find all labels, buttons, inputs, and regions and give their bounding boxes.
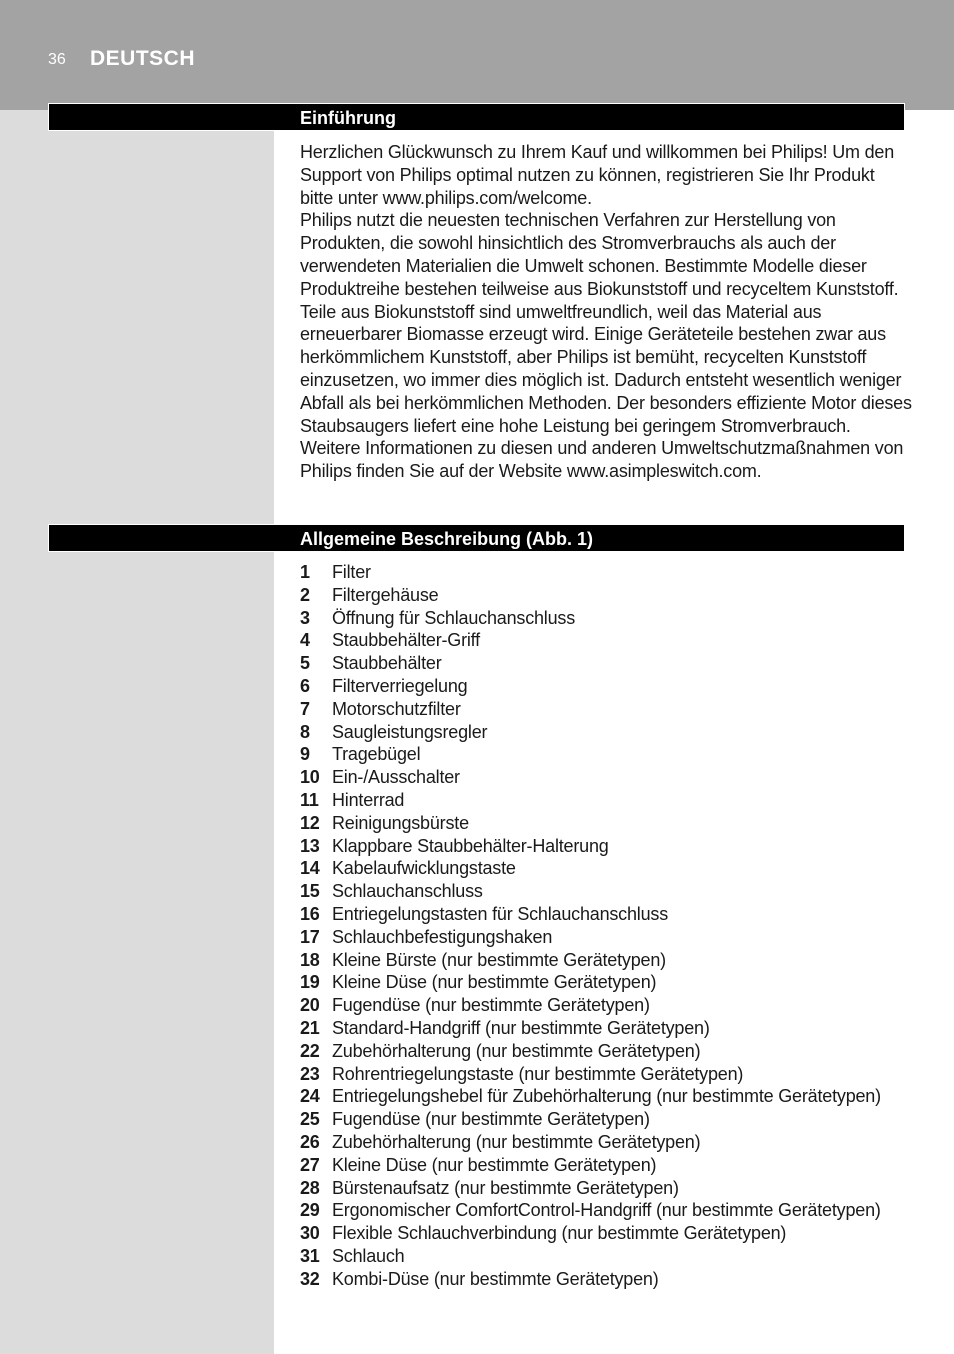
item-text: Bürstenaufsatz (nur bestimmte Gerätetypen) [332, 1177, 679, 1198]
item-number: 9 [300, 744, 310, 765]
item-text: Saugleistungsregler [332, 721, 488, 742]
item-text: Staubbehälter-Griff [332, 630, 480, 651]
item-number: 6 [300, 675, 310, 696]
item-number: 7 [300, 698, 310, 719]
section-header-introduction [48, 103, 905, 131]
item-number: 19 [300, 972, 320, 993]
item-number: 32 [300, 1268, 320, 1289]
item-text: Öffnung für Schlauchanschluss [332, 607, 576, 628]
list-item [300, 675, 920, 698]
item-number: 20 [300, 995, 320, 1016]
item-number: 10 [300, 767, 320, 788]
item-number: 31 [300, 1245, 320, 1266]
item-text: Kleine Düse (nur bestimmte Gerätetypen) [332, 972, 657, 993]
list-item [300, 949, 920, 972]
list-item [300, 857, 920, 880]
item-text: Filtergehäuse [332, 584, 439, 605]
item-number: 22 [300, 1040, 320, 1061]
list-item [300, 1017, 920, 1040]
item-text: Klappbare Staubbehälter-Halterung [332, 835, 609, 856]
paragraph: Herzlichen Glückwunsch zu Ihrem Kauf und willkommen bei Philips! Um den Support von Philips optimal nutzen zu können, registrieren Sie Ihr Produkt bitte unter www.philips.com/welcome. [300, 142, 895, 208]
item-text: Kleine Bürste (nur bestimmte Gerätetypen) [332, 949, 666, 970]
item-number: 8 [300, 721, 310, 742]
item-text: Kleine Düse (nur bestimmte Gerätetypen) [332, 1154, 657, 1175]
paragraph: Weitere Informationen zu diesen und anderen Umweltschutzmaßnahmen von Philips finden Sie auf der Website www.asimpleswitch.com. [300, 438, 904, 482]
item-text: Kombi-Düse (nur bestimmte Gerätetypen) [332, 1268, 659, 1289]
language-title: DEUTSCH [90, 47, 196, 70]
item-number: 3 [300, 607, 310, 628]
item-text: Ergonomischer ComfortControl-Handgriff (nur bestimmte Gerätetypen) [332, 1200, 881, 1221]
item-text: Schlauchbefestigungshaken [332, 926, 553, 947]
item-text: Standard-Handgriff (nur bestimmte Gerätetypen) [332, 1017, 710, 1038]
item-number: 29 [300, 1200, 320, 1221]
item-number: 5 [300, 653, 310, 674]
list-item [300, 766, 920, 789]
item-text: Zubehörhalterung (nur bestimmte Gerätetypen) [332, 1131, 701, 1152]
list-item [300, 880, 920, 903]
list-item [300, 607, 920, 630]
item-number: 16 [300, 903, 320, 924]
item-text: Reinigungsbürste [332, 812, 469, 833]
item-number: 11 [300, 789, 319, 810]
item-number: 28 [300, 1177, 320, 1198]
item-number: 13 [300, 835, 320, 856]
section-title: Einführung [300, 108, 396, 128]
item-text: Entriegelungstasten für Schlauchanschluss [332, 903, 669, 924]
item-text: Flexible Schlauchverbindung (nur bestimmte Gerätetypen) [332, 1223, 787, 1244]
item-text: Kabelaufwicklungstaste [332, 858, 516, 879]
item-text: Entriegelungshebel für Zubehörhalterung (nur bestimmte Gerätetypen) [332, 1086, 881, 1107]
item-number: 14 [300, 858, 320, 879]
item-number: 26 [300, 1131, 320, 1152]
list-item [300, 994, 920, 1017]
list-item [300, 561, 920, 584]
list-item [300, 721, 920, 744]
list-item [300, 698, 920, 721]
list-item [300, 1245, 920, 1268]
list-item [300, 789, 920, 812]
item-text: Fugendüse (nur bestimmte Gerätetypen) [332, 995, 650, 1016]
item-number: 25 [300, 1109, 320, 1130]
item-number: 4 [300, 630, 310, 651]
list-item [300, 1268, 920, 1291]
item-text: Schlauchanschluss [332, 881, 483, 902]
item-number: 17 [300, 926, 320, 947]
list-item [300, 584, 920, 607]
item-text: Filterverriegelung [332, 675, 468, 696]
item-number: 23 [300, 1063, 320, 1084]
item-text: Ein-/Ausschalter [332, 767, 460, 788]
list-item [300, 903, 920, 926]
item-text: Schlauch [332, 1245, 405, 1266]
list-item [300, 1085, 920, 1108]
item-number: 1 [300, 562, 310, 582]
item-text: Motorschutzfilter [332, 698, 461, 719]
parts-list [300, 561, 920, 1291]
item-text: Hinterrad [332, 789, 405, 810]
paragraph: Philips nutzt die neuesten technischen Verfahren zur Herstellung von Produkten, die sowohl hinsichtlich des Stromverbrauchs als auch der verwendeten Materialien die Umwelt schonen. Bestimmte Modelle dieser Produktreihe bestehen teilweise aus Biokunststoff und recyceltem Kunststoff. Teile aus Biokunststoff sind umweltfreundlich, weil das Material aus erneuerbarer Biomasse erzeugt wird. Einige Geräteteile bestehen zwar aus herkömmlichem Kunststoff, aber Philips ist bemüht, recycelten Kunststoff einzusetzen, wo immer dies möglich ist. Dadurch entsteht wesentlich weniger Abfall als bei herkömmlichen Methoden. Der besonders effiziente Motor dieses Staubsaugers liefert eine hohe Leistung bei geringem Stromverbrauch. [300, 210, 912, 436]
item-number: 2 [300, 584, 310, 605]
item-number: 12 [300, 812, 320, 833]
item-number: 21 [300, 1017, 320, 1038]
item-text: Fugendüse (nur bestimmte Gerätetypen) [332, 1109, 650, 1130]
list-item [300, 1222, 920, 1245]
list-item [300, 629, 920, 652]
item-number: 30 [300, 1223, 320, 1244]
list-item [300, 812, 920, 835]
item-text: Staubbehälter [332, 653, 442, 674]
item-number: 27 [300, 1154, 320, 1175]
list-item [300, 1177, 920, 1200]
item-number: 18 [300, 949, 320, 970]
item-text: Zubehörhalterung (nur bestimmte Gerätetypen) [332, 1040, 701, 1061]
item-number: 15 [300, 881, 320, 902]
list-item [300, 835, 920, 858]
list-item [300, 743, 920, 766]
list-item [300, 652, 920, 675]
list-item [300, 926, 920, 949]
list-item [300, 1154, 920, 1177]
item-text: Rohrentriegelungstaste (nur bestimmte Gerätetypen) [332, 1063, 744, 1084]
list-item [300, 1199, 920, 1222]
item-number: 24 [300, 1086, 320, 1107]
list-item [300, 1063, 920, 1086]
item-text: Filter [332, 562, 371, 582]
list-item [300, 1040, 920, 1063]
list-item [300, 1108, 920, 1131]
list-item [300, 1131, 920, 1154]
page-number: 36 [48, 51, 66, 68]
list-item [300, 971, 920, 994]
introduction-text [300, 141, 912, 483]
margin-column [0, 110, 274, 1354]
item-text: Tragebügel [332, 744, 421, 765]
section-header-general-description [48, 524, 905, 552]
section-title: Allgemeine Beschreibung (Abb. 1) [300, 529, 594, 549]
